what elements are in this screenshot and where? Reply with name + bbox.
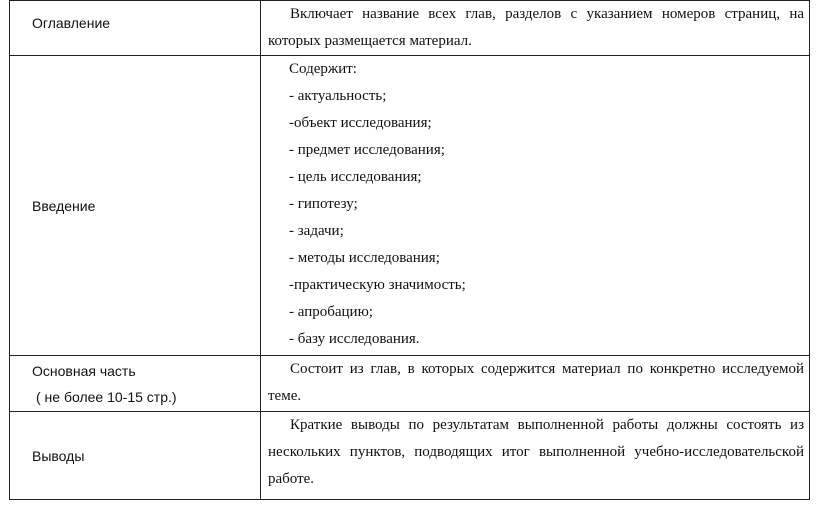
row-content-cell (261, 412, 810, 500)
list-item: -практическую значимость; (289, 277, 466, 293)
row-label: Введение (32, 197, 96, 214)
row-content-cell (261, 1, 810, 56)
list-item: - гипотезу; (289, 196, 358, 212)
row-content-cell (261, 56, 810, 356)
row-description (261, 1, 809, 55)
row-label-cell (10, 56, 261, 356)
table-row (10, 412, 810, 500)
table-row (10, 356, 810, 412)
list-item: - базу исследования. (289, 331, 420, 347)
row-description (261, 356, 809, 410)
description-text: Краткие выводы по результатам выполненной работы должны состоять из нескольких пунктов, подводящих итог выполненной учебно-исследовательской работе. (268, 417, 804, 487)
table-row (10, 1, 810, 56)
row-label-group (10, 356, 260, 410)
row-content-cell (261, 356, 810, 412)
list-item: - предмет исследования; (289, 142, 445, 158)
report-structure-table (9, 0, 810, 500)
row-label: Оглавление (32, 15, 111, 31)
row-description (261, 412, 809, 493)
list-item: - методы исследования; (289, 250, 440, 266)
list-item: -объект исследования; (289, 115, 432, 131)
introduction-list (261, 56, 809, 353)
list-item: - задачи; (289, 223, 344, 239)
row-label-cell (10, 1, 261, 56)
list-item: - цель исследования; (289, 169, 422, 185)
row-label-cell (10, 412, 261, 500)
row-label: Основная часть (32, 363, 136, 379)
list-item: - актуальность; (289, 88, 387, 104)
row-sublabel: ( не более 10-15 стр.) (36, 389, 177, 405)
list-item: - апробацию; (289, 304, 373, 320)
row-label: Выводы (32, 447, 85, 464)
table-row (10, 56, 810, 356)
description-text: Состоит из глав, в которых содержится материал по конкретно исследуемой теме. (268, 361, 804, 404)
description-text: Включает название всех глав, разделов с указанием номеров страниц, на которых размещается материал. (268, 6, 804, 49)
row-label-cell (10, 356, 261, 412)
list-heading: Содержит: (289, 61, 357, 77)
